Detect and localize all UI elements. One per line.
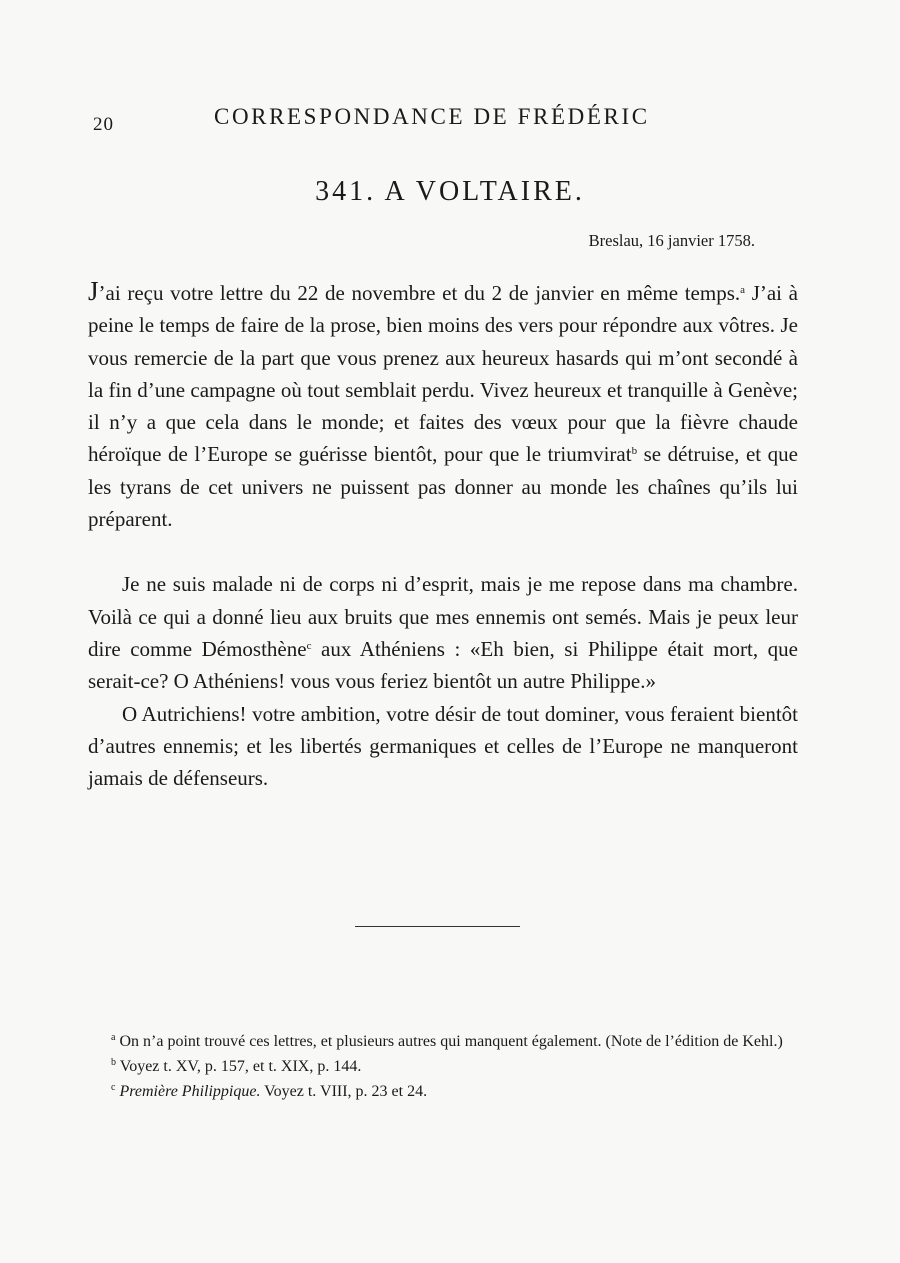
letter-body xyxy=(88,275,798,794)
paragraph-1-text-a: ’ai reçu votre lettre du 22 de novembre et du 2 de janvier en même temps. xyxy=(98,281,741,305)
paragraph-2-text-b: aux Athéniens : «Eh bien, si Philippe était mort, que serait-ce? O Athéniens! vous vous feriez bientôt un autre Philippe.» xyxy=(88,636,798,694)
footnote-a-text: On n’a point trouvé ces lettres, et plusieurs autres qui manquent également. (Note de l’édition de Kehl.) xyxy=(115,1033,783,1050)
page-number: 20 xyxy=(93,114,114,135)
footnote-mark-b: b xyxy=(111,1057,116,1068)
drop-cap: J xyxy=(88,276,99,306)
footnote-c-text: Voyez t. VIII, p. 23 et 24. xyxy=(260,1083,428,1100)
paragraph-1-text-b: J’ai à peine le temps de faire de la prose, bien moins des vers pour répondre aux vôtres. Je vous remercie de la part que vous prenez aux heureux hasards qui m’ont secondé à la fin d’une campagne où tout semblait perdu. Vivez heureux et tranquille à Genève; il n’y a que cela dans le monde; et faites des vœux pour que la fièvre chaude héroïque de l’Europe se guérisse bientôt, pour que le triumvirat xyxy=(88,281,798,467)
paragraph-2-text-a: Je ne suis malade ni de corps ni d’esprit, mais je me repose dans ma chambre. Voilà ce qui a donné lieu aux bruits que mes ennemis ont semés. Mais je peux leur dire comme Démosthène xyxy=(88,572,798,661)
paragraph-3: O Autrichiens! votre ambition, votre désir de tout dominer, vous feraient bientôt d’autres ennemis; et les libertés germaniques et celles de l’Europe ne manqueront jamais de défenseurs. xyxy=(88,701,798,791)
letter-title: 341. A VOLTAIRE. xyxy=(315,176,585,207)
footnote-a xyxy=(85,1029,797,1054)
footnote-c xyxy=(85,1079,797,1104)
paragraph-2 xyxy=(88,568,798,697)
footnote-mark-c: c xyxy=(111,1082,116,1093)
footnote-ref-c: c xyxy=(306,639,312,652)
footnote-b-text: Voyez t. XV, p. 157, et t. XIX, p. 144. xyxy=(116,1058,362,1075)
footnote-ref-a: a xyxy=(740,284,746,296)
footnote-c-title: Première Philippique. xyxy=(115,1083,261,1100)
footnote-b xyxy=(85,1054,797,1079)
footnote-mark-a: a xyxy=(111,1032,116,1043)
footnotes xyxy=(85,1029,797,1104)
footnote-ref-b: b xyxy=(631,445,638,458)
running-title: CORRESPONDANCE DE FRÉDÉRIC xyxy=(214,104,650,129)
paragraph-1 xyxy=(88,275,798,535)
dateline: Breslau, 16 janvier 1758. xyxy=(588,231,755,250)
paragraph-1-text-c: se détruise, et que les tyrans de cet univers ne puissent pas donner au monde les chaînes qu’ils lui préparent. xyxy=(88,442,798,532)
separator-rule xyxy=(355,926,520,927)
